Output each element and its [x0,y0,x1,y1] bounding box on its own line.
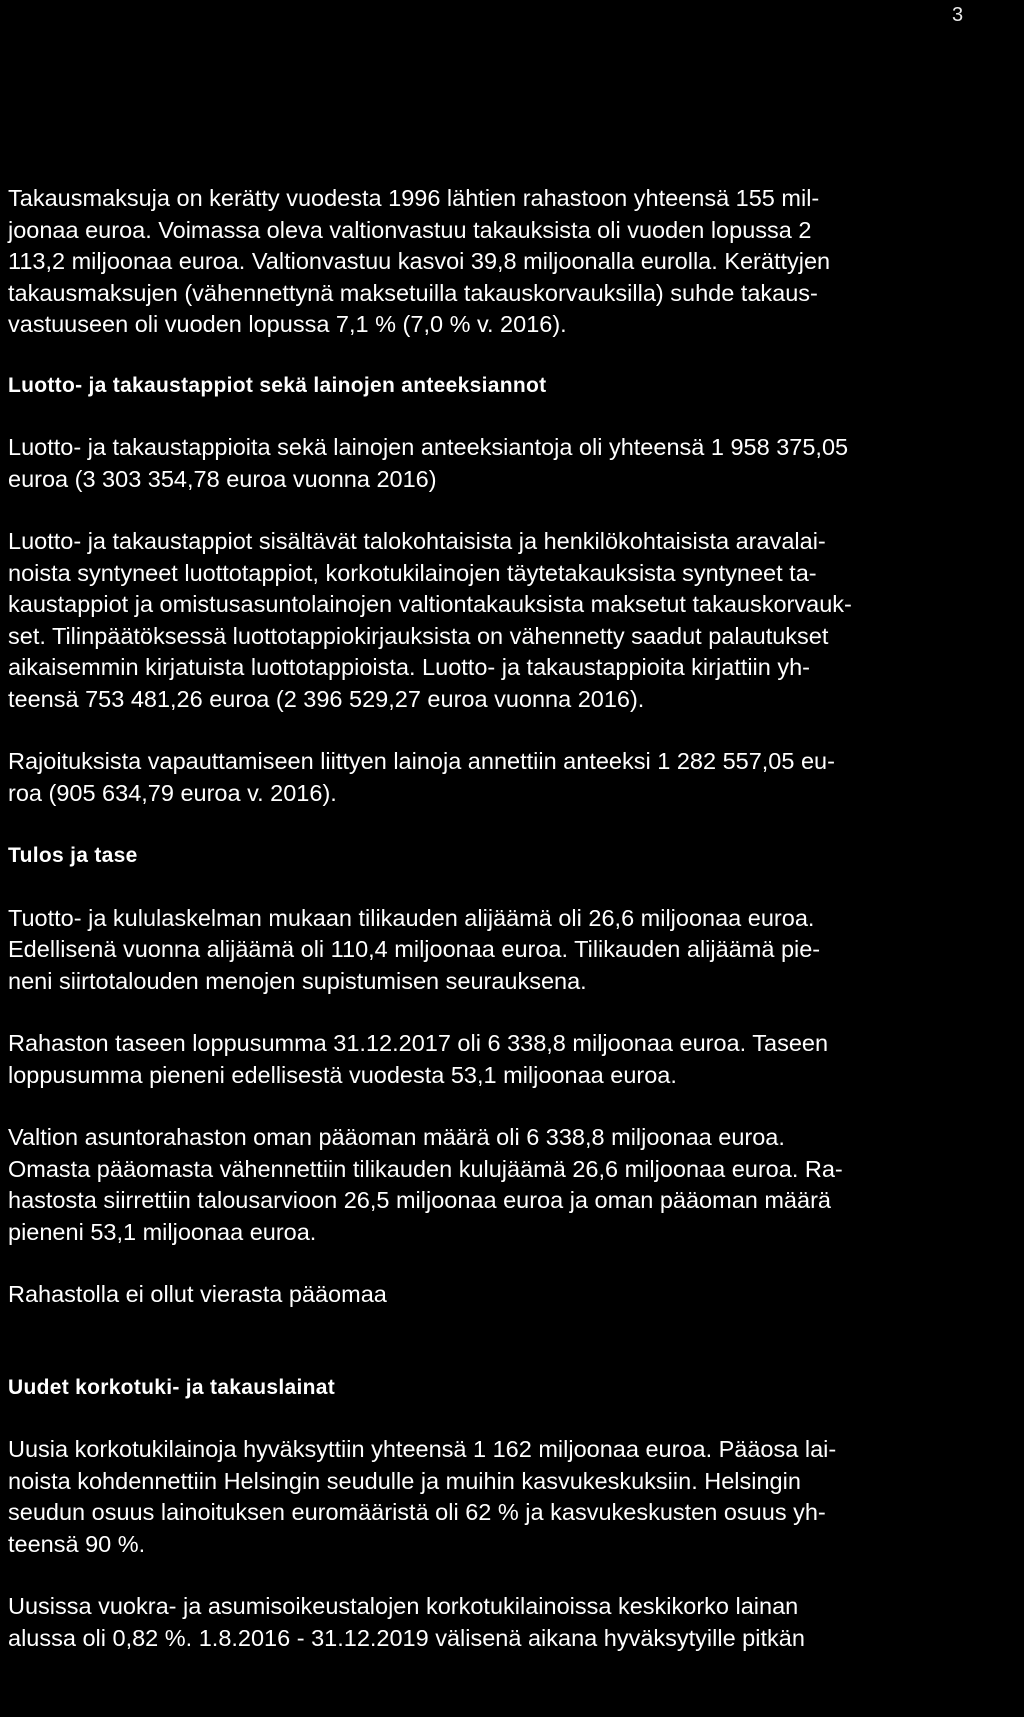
paragraph-credit-losses-detail [8,526,1018,715]
section-heading-result-balance: Tulos ja tase [8,844,138,867]
document-body [8,183,1018,1654]
text-line: Omasta pääomasta vähennettiin tilikauden kulujäämä 26,6 miljoonaa euroa. Ra- [8,1155,843,1182]
text-line: noista syntyneet luottotappiot, korkotukilainojen täytetakauksista syntyneet ta- [8,559,817,586]
paragraph-new-interest-subsidy-loans [8,1434,1018,1560]
text-line: vastuuseen oli vuoden lopussa 7,1 % (7,0 % v. 2016). [8,311,567,337]
paragraph-no-debt [8,1279,1018,1311]
text-line: set. Tilinpäätöksessä luottotappiokirjauksista on vähennetty saadut palautukset [8,622,829,649]
paragraph-guarantee-fees [8,183,1018,341]
paragraph-credit-losses-total [8,432,1018,495]
paragraph-balance-sheet-total [8,1028,1018,1091]
section-heading-new-loans: Uudet korkotuki- ja takauslainat [8,1375,336,1399]
text-line: Valtion asuntorahaston oman pääoman määrä oli 6 338,8 miljoonaa euroa. [8,1124,785,1150]
text-line: aikaisemmin kirjatuista luottotappioista. Luotto- ja takaustappioita kirjattiin yh- [8,654,811,680]
text-line: teensä 753 481,26 euroa (2 396 529,27 euroa vuonna 2016). [8,685,645,712]
text-line: hastosta siirrettiin talousarvioon 26,5 miljoonaa euroa ja oman pääoman määrä [8,1187,831,1213]
text-line: Uusissa vuokra- ja asumisoikeustalojen korkotukilainoissa keskikorko lainan [8,1593,799,1619]
text-line: Rahastolla ei ollut vierasta pääomaa [8,1281,387,1307]
text-line: euroa (3 303 354,78 euroa vuonna 2016) [8,465,437,492]
paragraph-deficit [8,903,1018,998]
text-line: Rajoituksista vapauttamiseen liittyen lainoja annettiin anteeksi 1 282 557,05 eu- [8,748,835,774]
page-number: 3 [952,4,964,26]
text-line: Uusia korkotukilainoja hyväksyttiin yhteensä 1 162 miljoonaa euroa. Pääosa lai- [8,1436,837,1462]
text-line: alussa oli 0,82 %. 1.8.2016 - 31.12.2019 välisenä aikana hyväksytyille pitkän [8,1624,805,1651]
text-line: seudun osuus lainoituksen euromääristä oli 62 % ja kasvukeskusten osuus yh- [8,1499,826,1525]
text-line: joonaa euroa. Voimassa oleva valtionvastuu takauksista oli vuoden lopussa 2 [8,216,812,243]
text-line: Rahaston taseen loppusumma 31.12.2017 oli 6 338,8 miljoonaa euroa. Taseen [8,1030,829,1056]
paragraph-loan-forgiveness [8,746,1018,809]
text-line: 113,2 miljoonaa euroa. Valtionvastuu kasvoi 39,8 miljoonalla eurolla. Kerättyjen [8,248,831,274]
paragraph-average-interest [8,1591,1018,1654]
text-line: noista kohdennettiin Helsingin seudulle ja muihin kasvukeskuksiin. Helsingin [8,1467,801,1494]
text-line: Luotto- ja takaustappiot sisältävät talokohtaisista ja henkilökohtaisista aravalai- [8,528,826,554]
paragraph-equity [8,1122,1018,1248]
text-line: takausmaksujen (vähennettynä maksetuilla takauskorvauksilla) suhde takaus- [8,279,818,306]
text-line: Edellisenä vuonna alijäämä oli 110,4 miljoonaa euroa. Tilikauden alijäämä pie- [8,936,821,962]
text-line: Tuotto- ja kululaskelman mukaan tilikauden alijäämä oli 26,6 miljoonaa euroa. [8,904,815,931]
text-line: Takausmaksuja on kerätty vuodesta 1996 lähtien rahastoon yhteensä 155 mil- [8,185,820,211]
text-line: teensä 90 %. [8,1530,146,1557]
text-line: pieneni 53,1 miljoonaa euroa. [8,1218,317,1245]
text-line: Luotto- ja takaustappioita sekä lainojen anteeksiantoja oli yhteensä 1 958 375,05 [8,434,849,460]
text-line: roa (905 634,79 euroa v. 2016). [8,779,337,806]
text-line: kaustappiot ja omistusasuntolainojen valtiontakauksista maksetut takauskorvauk- [8,591,852,617]
section-heading-credit-losses: Luotto- ja takaustappiot sekä lainojen anteeksiannot [8,373,547,397]
text-line: neni siirtotalouden menojen supistumisen seurauksena. [8,967,587,994]
text-line: loppusumma pieneni edellisestä vuodesta 53,1 miljoonaa euroa. [8,1061,677,1088]
